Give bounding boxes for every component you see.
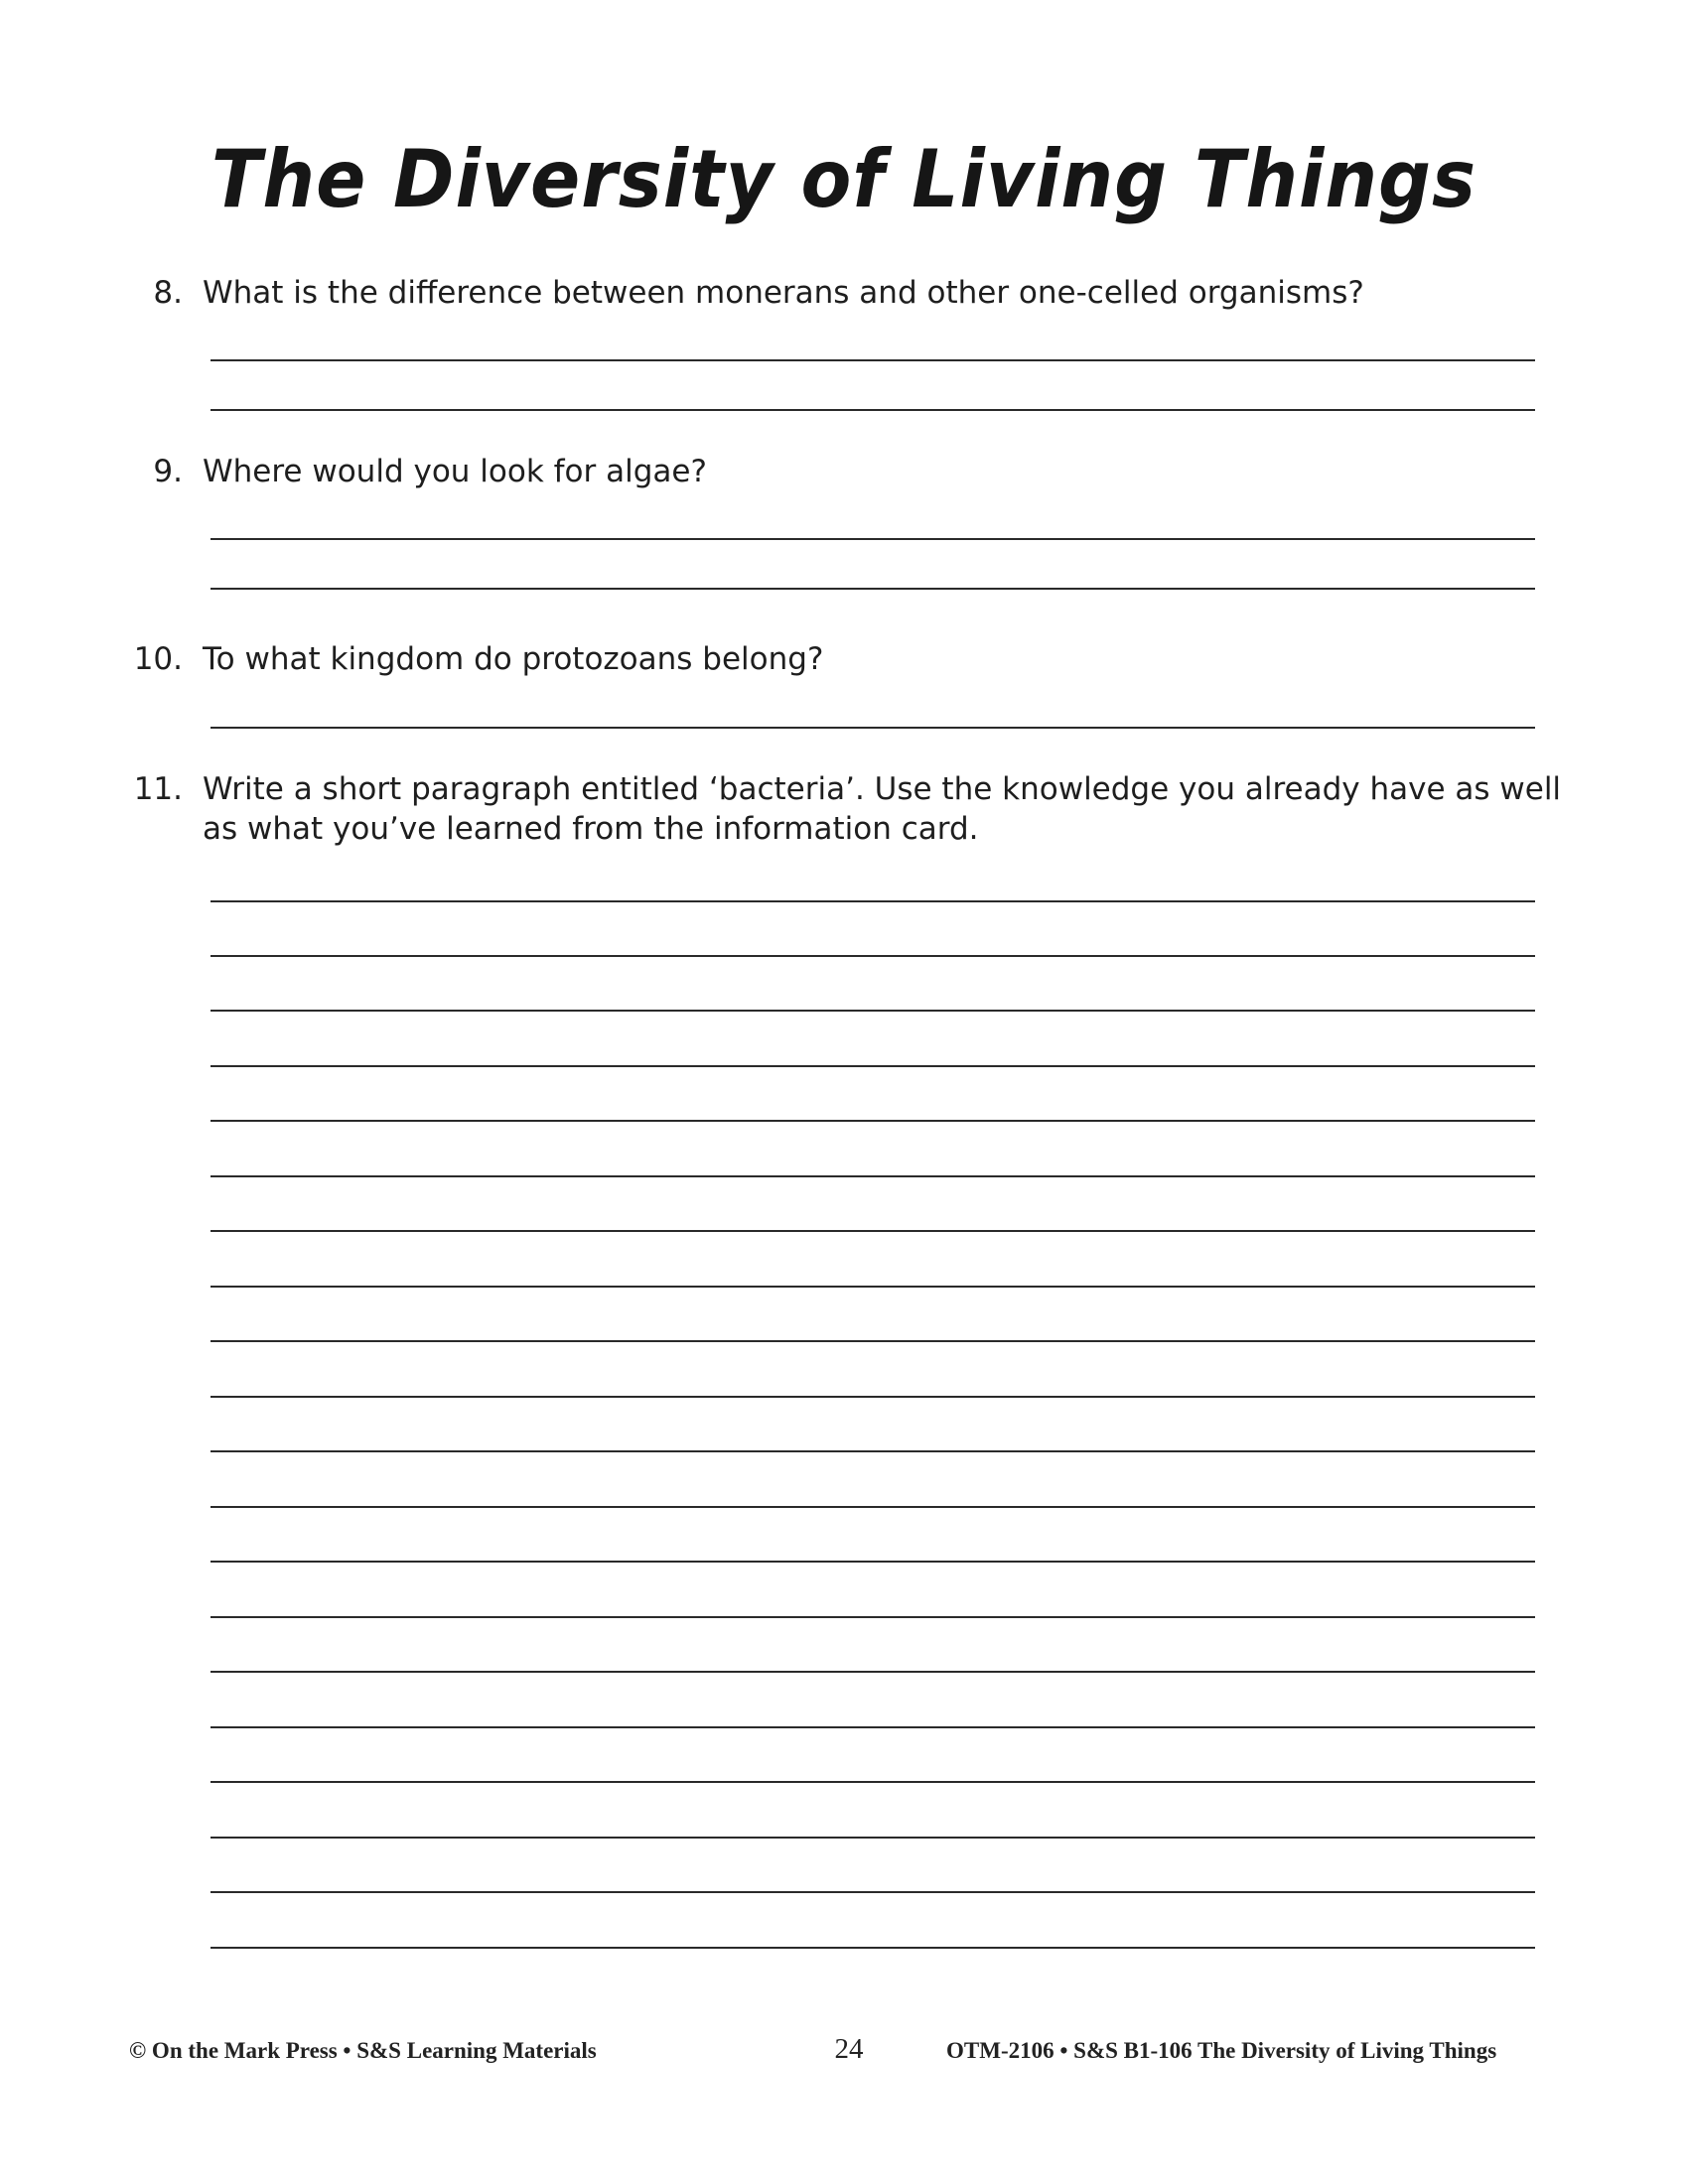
page-title: The Diversity of Living Things: [211, 133, 1477, 226]
answer-line[interactable]: [211, 1065, 1535, 1067]
answer-line[interactable]: [211, 900, 1535, 902]
answer-line[interactable]: [211, 1726, 1535, 1728]
answer-line[interactable]: [211, 1230, 1535, 1232]
answer-line[interactable]: [211, 1561, 1535, 1563]
answer-line[interactable]: [211, 1286, 1535, 1288]
question-number: 11.: [133, 771, 183, 807]
answer-line[interactable]: [211, 1010, 1535, 1012]
answer-line[interactable]: [211, 1616, 1535, 1618]
answer-line[interactable]: [211, 409, 1535, 411]
answer-line[interactable]: [211, 1781, 1535, 1783]
answer-line[interactable]: [211, 538, 1535, 540]
answer-line[interactable]: [211, 1506, 1535, 1508]
footer-product-code: OTM-2106 • S&S B1-106 The Diversity of Living Things: [946, 2038, 1497, 2063]
question-text: Write a short paragraph entitled ‘bacteria’. Use the knowledge you already have as well as what you’ve learned from the information card.: [203, 771, 1562, 847]
question-number: 10.: [133, 641, 183, 677]
answer-line[interactable]: [211, 1396, 1535, 1398]
answer-line[interactable]: [211, 1120, 1535, 1122]
answer-line[interactable]: [211, 955, 1535, 957]
answer-line[interactable]: [211, 1450, 1535, 1452]
answer-line[interactable]: [211, 588, 1535, 590]
answer-line[interactable]: [211, 1671, 1535, 1673]
question-8: [153, 273, 1563, 313]
answer-line[interactable]: [211, 1340, 1535, 1342]
question-9: [153, 452, 1563, 491]
answer-line[interactable]: [211, 1947, 1535, 1949]
answer-line[interactable]: [211, 1837, 1535, 1839]
question-11: [133, 769, 1563, 849]
answer-line[interactable]: [211, 359, 1535, 361]
answer-line[interactable]: [211, 727, 1535, 729]
answer-line[interactable]: [211, 1175, 1535, 1177]
answer-line[interactable]: [211, 1891, 1535, 1893]
question-text: What is the difference between monerans and other one-celled organisms?: [203, 275, 1364, 311]
question-number: 9.: [153, 454, 183, 489]
footer-publisher: © On the Mark Press • S&S Learning Materials: [129, 2038, 597, 2063]
question-text: Where would you look for algae?: [203, 454, 707, 489]
question-text: To what kingdom do protozoans belong?: [203, 641, 824, 677]
page-number: 24: [834, 2033, 864, 2065]
question-10: [133, 639, 1563, 679]
question-number: 8.: [153, 275, 183, 311]
